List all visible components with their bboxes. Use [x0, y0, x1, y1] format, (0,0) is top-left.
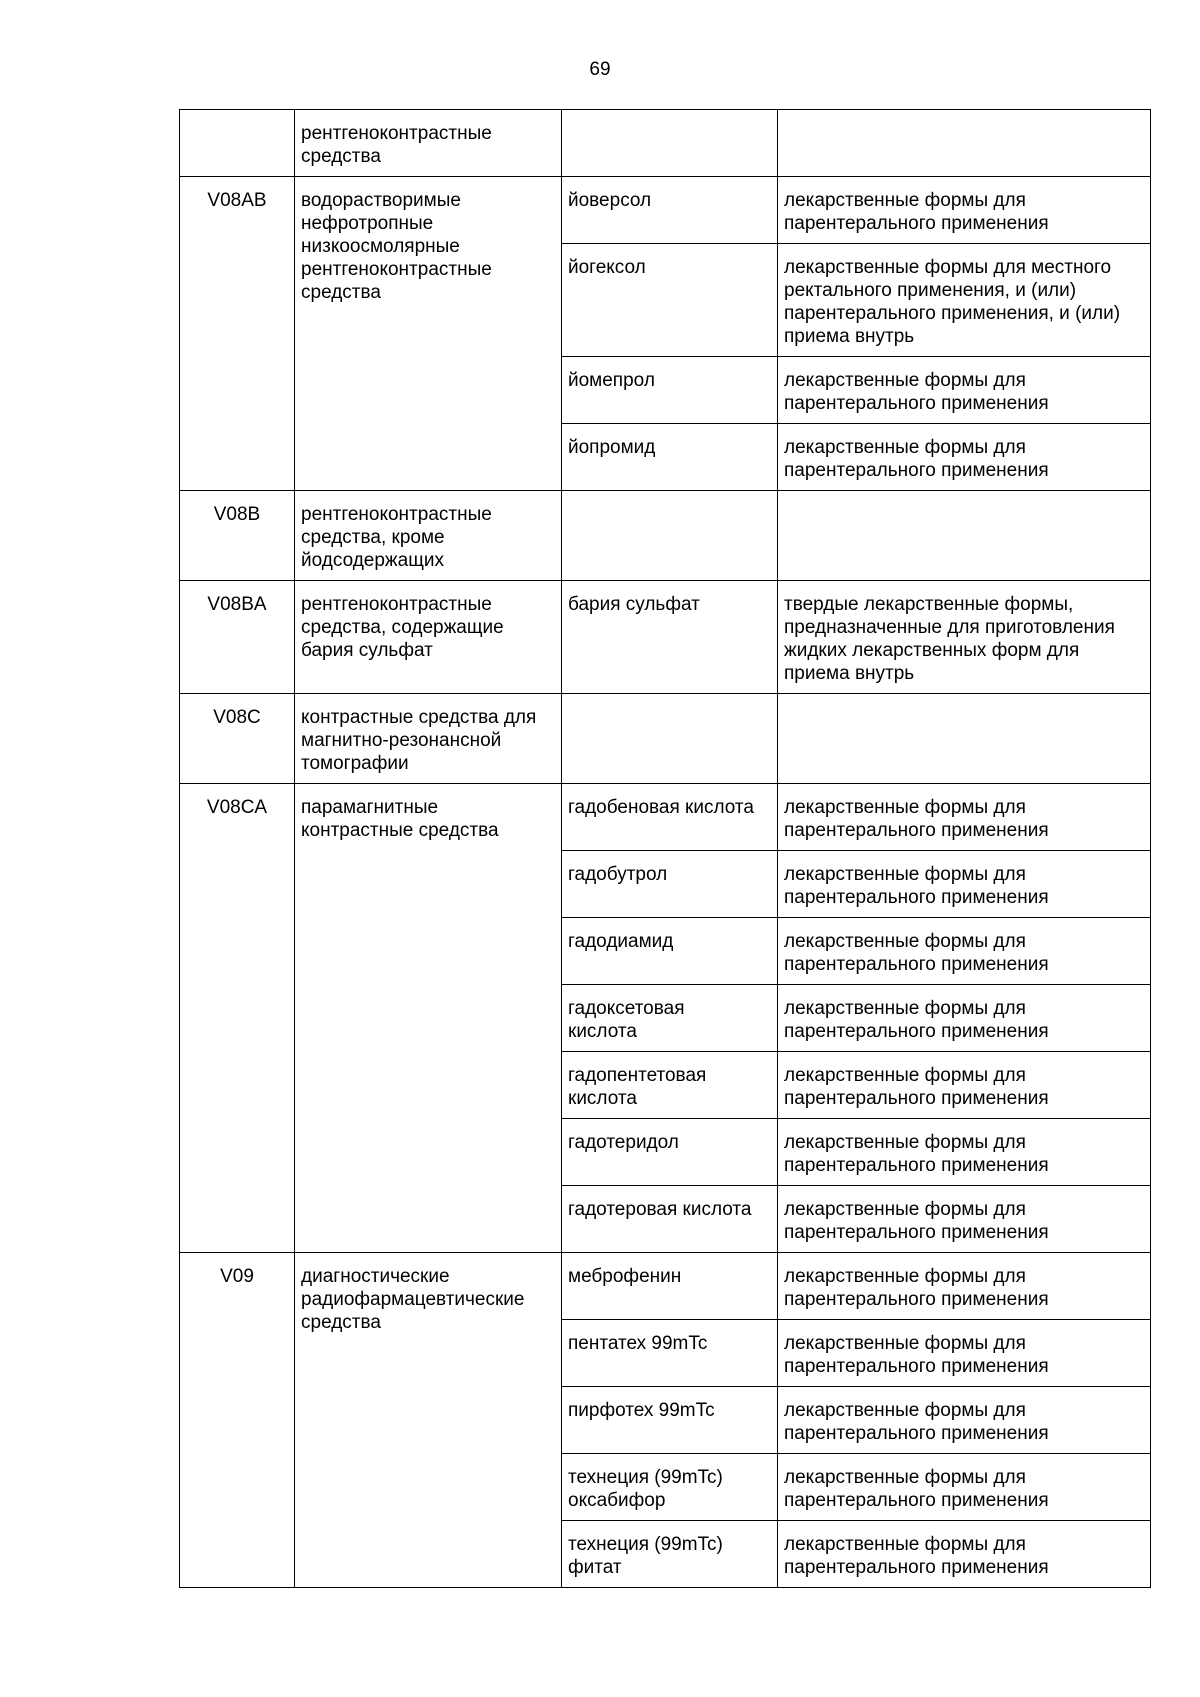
atc-group-text: водорастворимые нефротропные низкоосмолярные рентгеноконтрастные средства	[301, 190, 492, 303]
dosage-form-cell	[778, 1186, 1151, 1253]
atc-group-text: рентгеноконтрастные средства, содержащие бария сульфат	[301, 594, 504, 661]
drug-name-cell	[562, 1052, 778, 1119]
drug-name-text: йопромид	[568, 437, 656, 458]
dosage-form-text: лекарственные формы для парентерального применения	[784, 797, 1049, 841]
atc-code-cell: V08AB	[180, 177, 295, 491]
table-row	[180, 110, 1151, 177]
dosage-form-text: лекарственные формы для парентерального применения	[784, 931, 1049, 975]
atc-group-cell	[295, 491, 562, 581]
atc-group-cell	[295, 694, 562, 784]
dosage-form-cell	[778, 985, 1151, 1052]
drug-name-cell	[562, 110, 778, 177]
drug-name-cell	[562, 1387, 778, 1454]
atc-code-cell: V09	[180, 1253, 295, 1588]
dosage-form-text: лекарственные формы для парентерального применения	[784, 1467, 1049, 1511]
atc-group-text: диагностические радиофармацевтические средства	[301, 1266, 525, 1333]
dosage-form-text: лекарственные формы для парентерального применения	[784, 1400, 1049, 1444]
drug-name-text: йогексол	[568, 257, 646, 278]
drug-name-text: гадоксетовая кислота	[568, 998, 685, 1042]
atc-group-cell	[295, 177, 562, 491]
drug-name-text: пирфотех 99mTc	[568, 1400, 715, 1421]
atc-code-cell: V08BA	[180, 581, 295, 694]
dosage-form-cell	[778, 784, 1151, 851]
drug-name-cell	[562, 1454, 778, 1521]
drug-name-cell	[562, 244, 778, 357]
dosage-form-cell	[778, 694, 1151, 784]
dosage-form-cell	[778, 581, 1151, 694]
atc-group-cell	[295, 110, 562, 177]
dosage-form-cell	[778, 1521, 1151, 1588]
dosage-form-text: лекарственные формы для парентерального применения	[784, 1132, 1049, 1176]
table-row	[180, 177, 1151, 244]
drug-name-text: меброфенин	[568, 1266, 682, 1287]
atc-code-cell: V08B	[180, 491, 295, 581]
page-number: 69	[589, 59, 611, 80]
drug-name-cell	[562, 177, 778, 244]
dosage-form-text: лекарственные формы для парентерального применения	[784, 370, 1049, 414]
drug-name-text: бария сульфат	[568, 594, 700, 615]
atc-group-text: рентгеноконтрастные средства, кроме йодсодержащих	[301, 504, 492, 571]
drug-table	[179, 109, 1151, 1588]
dosage-form-text: лекарственные формы для парентерального применения	[784, 998, 1049, 1042]
drug-table-body	[180, 110, 1151, 1588]
drug-name-cell	[562, 985, 778, 1052]
drug-name-text: технеция (99mTc) оксабифор	[568, 1467, 723, 1511]
drug-name-cell	[562, 424, 778, 491]
dosage-form-text: лекарственные формы для парентерального применения	[784, 864, 1049, 908]
atc-group-cell	[295, 581, 562, 694]
drug-name-cell	[562, 357, 778, 424]
drug-name-cell	[562, 1253, 778, 1320]
drug-name-text: гадопентетовая кислота	[568, 1065, 707, 1109]
dosage-form-cell	[778, 1253, 1151, 1320]
dosage-form-cell	[778, 110, 1151, 177]
drug-name-cell	[562, 1320, 778, 1387]
dosage-form-text: лекарственные формы для парентерального применения	[784, 1065, 1049, 1109]
atc-group-cell	[295, 784, 562, 1253]
drug-name-text: йоверсол	[568, 190, 652, 211]
dosage-form-cell	[778, 1320, 1151, 1387]
table-row	[180, 581, 1151, 694]
atc-group-cell	[295, 1253, 562, 1588]
drug-name-cell	[562, 1119, 778, 1186]
atc-code-cell: V08C	[180, 694, 295, 784]
atc-code-cell	[180, 110, 295, 177]
dosage-form-cell	[778, 177, 1151, 244]
drug-name-text: гадотеридол	[568, 1132, 679, 1153]
dosage-form-text: лекарственные формы для парентерального применения	[784, 1333, 1049, 1377]
drug-name-cell	[562, 1186, 778, 1253]
dosage-form-text: твердые лекарственные формы, предназначенные для приготовления жидких лекарственных форм для приема внутрь	[784, 594, 1115, 684]
dosage-form-cell	[778, 1052, 1151, 1119]
dosage-form-cell	[778, 1454, 1151, 1521]
drug-name-text: гадобеновая кислота	[568, 797, 754, 818]
dosage-form-cell	[778, 357, 1151, 424]
dosage-form-cell	[778, 491, 1151, 581]
drug-name-cell	[562, 694, 778, 784]
dosage-form-text: лекарственные формы для парентерального применения	[784, 1534, 1049, 1578]
drug-name-cell	[562, 851, 778, 918]
table-row	[180, 784, 1151, 851]
atc-group-text: парамагнитные контрастные средства	[301, 797, 499, 841]
table-row	[180, 694, 1151, 784]
drug-name-text: технеция (99mTc) фитат	[568, 1534, 723, 1578]
dosage-form-text: лекарственные формы для парентерального применения	[784, 190, 1049, 234]
drug-name-text: йомепрол	[568, 370, 655, 391]
atc-group-text: рентгеноконтрастные средства	[301, 123, 492, 167]
drug-name-cell	[562, 918, 778, 985]
drug-name-text: гадотеровая кислота	[568, 1199, 752, 1220]
dosage-form-text: лекарственные формы для местного ректального применения, и (или) парентерального применения, и (или) приема внутрь	[784, 257, 1121, 347]
drug-name-cell	[562, 491, 778, 581]
atc-group-text: контрастные средства для магнитно-резонансной томографии	[301, 707, 537, 774]
table-row	[180, 491, 1151, 581]
drug-name-text: гадодиамид	[568, 931, 674, 952]
dosage-form-text: лекарственные формы для парентерального применения	[784, 437, 1049, 481]
dosage-form-text: лекарственные формы для парентерального применения	[784, 1266, 1049, 1310]
drug-name-cell	[562, 1521, 778, 1588]
dosage-form-cell	[778, 244, 1151, 357]
dosage-form-text: лекарственные формы для парентерального применения	[784, 1199, 1049, 1243]
dosage-form-cell	[778, 1387, 1151, 1454]
dosage-form-cell	[778, 851, 1151, 918]
drug-name-cell	[562, 581, 778, 694]
atc-code-cell: V08CA	[180, 784, 295, 1253]
drug-name-text: пентатех 99mTc	[568, 1333, 708, 1354]
drug-name-text: гадобутрол	[568, 864, 668, 885]
dosage-form-cell	[778, 1119, 1151, 1186]
table-row	[180, 1253, 1151, 1320]
dosage-form-cell	[778, 918, 1151, 985]
drug-name-cell	[562, 784, 778, 851]
dosage-form-cell	[778, 424, 1151, 491]
